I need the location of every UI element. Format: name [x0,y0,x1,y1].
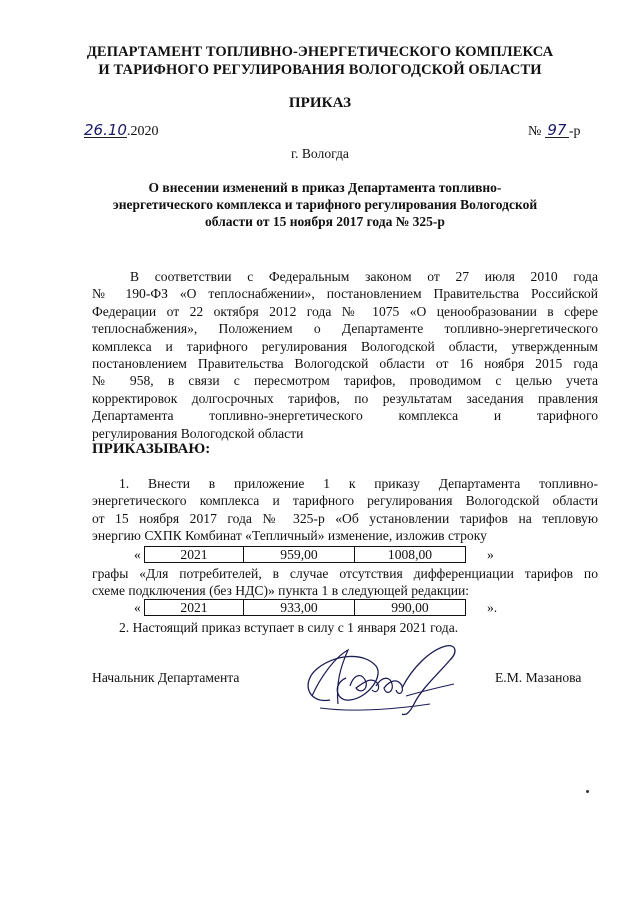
number-handwritten: 97 [545,123,569,138]
tariff-value: 933,00 [244,600,355,616]
item1-line: энергетического комплекса и тарифного регулирования Вологодской области [92,493,598,509]
signatory-name: Е.М. Мазанова [495,670,582,685]
preamble-line: № 190-ФЗ «О теплоснабжении», постановлением Правительства Российской [92,286,598,302]
preamble-line: корректировок долгосрочных тарифов, по результатам заседания правления [92,390,598,406]
title-line: энергетического комплекса и тарифного регулирования Вологодской [112,197,538,212]
signatory-position: Начальник Департамента [92,670,240,685]
item1-paragraph [92,475,598,545]
number-prefix: № [528,124,542,139]
tariff-value: 990,00 [355,600,466,616]
title-line: области от 15 ноября 2017 года № 325-р [205,214,445,229]
tariff-value: 959,00 [244,547,355,563]
tariff-row-new [144,599,466,616]
item1-line: энергию СХПК Комбинат «Тепличный» изменение, изложив строку [92,528,487,544]
preamble-paragraph [92,268,598,442]
preamble-line: № 958, в связи с пересмотром тарифов, проводимом с целью учета [92,373,598,389]
department-name-line1: ДЕПАРТАМЕНТ ТОПЛИВНО-ЭНЕРГЕТИЧЕСКОГО КОМПЛЕКСА [86,44,554,60]
quote-close: ». [487,600,498,615]
order-word: ПРИКАЗЫВАЮ: [92,441,211,457]
preamble-line: комплекса и тарифного регулирования Вологодской области, утвержденным [92,338,598,354]
item1-after-line: графы «Для потребителей, в случае отсутствия дифференциации тарифов по [92,566,598,581]
title-line: О внесении изменений в приказ Департамента топливно- [148,180,502,195]
tariff-year: 2021 [145,547,244,563]
date-year: .2020 [126,124,159,139]
preamble-line: Федерации от 22 октября 2012 года № 1075 «О ценообразовании в сфере [92,303,598,319]
quote-close: » [487,547,494,562]
item2: 2. Настоящий приказ вступает в силу с 1 января 2021 года. [119,620,459,635]
order-date [84,123,158,140]
item1-line: 1. Внести в приложение 1 к приказу Департамента топливно- [119,476,598,491]
document-type: ПРИКАЗ [288,95,352,111]
item1-line: от 15 ноября 2017 года № 325-р «Об установлении тарифов на тепловую [92,510,598,526]
item1-after-line: схеме подключения (без НДС)» пункта 1 в следующей редакции: [92,583,470,599]
preamble-line: Департамента топливно-энергетического комплекса и тарифного [92,408,598,424]
number-suffix: -р [568,124,581,139]
item1-after-paragraph [92,565,598,600]
quote-open: « [134,547,141,562]
preamble-line: постановлением Правительства Вологодской области от 16 ноября 2015 года [92,356,598,372]
preamble-line: регулирования Вологодской области [92,425,304,441]
scan-speck [586,790,589,793]
tariff-row-old [144,546,466,563]
quote-open: « [134,600,141,615]
tariff-value: 1008,00 [355,547,466,563]
department-name-line2: И ТАРИФНОГО РЕГУЛИРОВАНИЯ ВОЛОГОДСКОЙ ОБЛАСТИ [98,62,542,78]
tariff-year: 2021 [145,600,244,616]
order-number [528,123,581,140]
date-handwritten: 26.10 [84,121,127,139]
preamble-line: В соответствии с Федеральным законом от 27 июля 2010 года [130,269,598,284]
preamble-line: теплоснабжения», Положением о Департаменте топливно-энергетического [92,321,598,337]
order-title [95,179,555,230]
handwritten-signature [290,638,470,720]
city: г. Вологда [291,146,349,161]
